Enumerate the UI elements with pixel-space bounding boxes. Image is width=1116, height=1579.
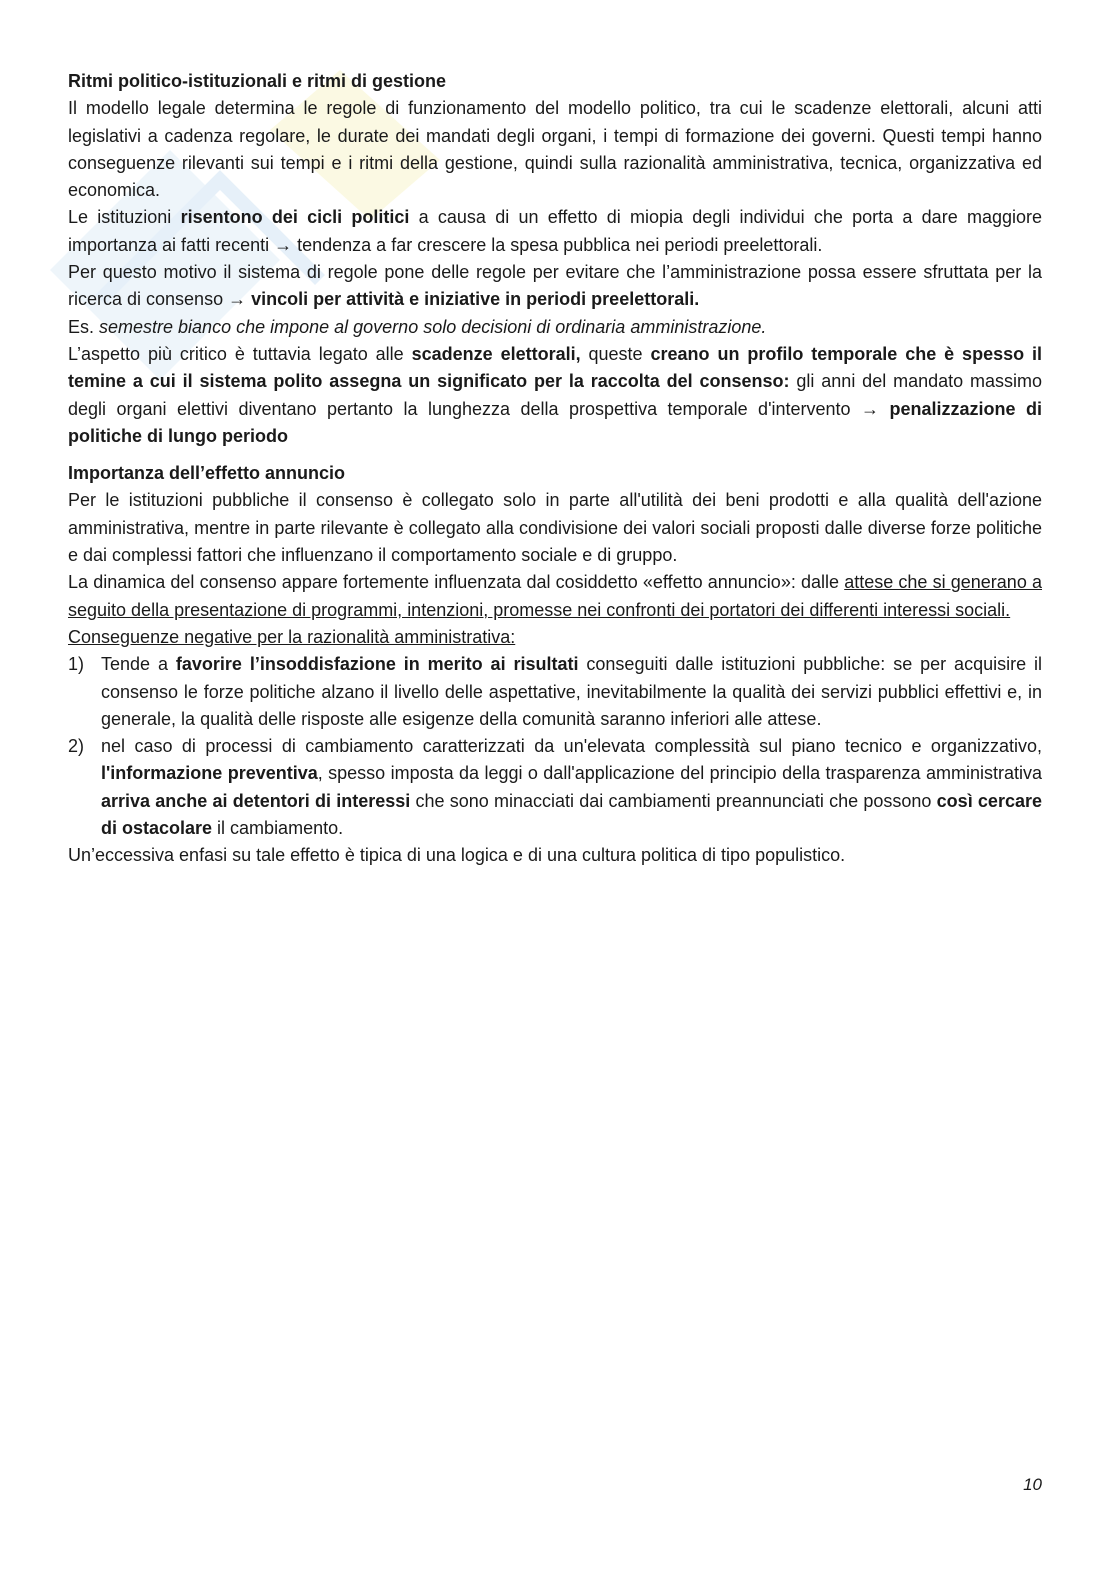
paragraph: Per questo motivo il sistema di regole pone delle regole per evitare che l’amministrazione possa essere sfruttata per la ricerca di consenso → vincoli per attività e iniziative in periodi preelettorali. [68,262,1042,310]
example-paragraph: Es. semestre bianco che impone al governo solo decisioni di ordinaria amministrazione. [68,316,767,337]
arrow-icon: → [228,289,247,310]
section-title-effetto-annuncio: Importanza dell’effetto annuncio [68,463,346,484]
document-page [68,68,1042,870]
list-item: 2) nel caso di processi di cambiamento caratterizzati da un'elevata complessità sul piano tecnico e organizzativo, l'informazione preventiva, spesso imposta da leggi o dall'applicazione del principio della trasparenza amministrativa arriva anche ai detentori di interessi che sono minacciati dai cambiamenti preannunciati che possono così cercare di ostacolare il cambiamento. [68,733,1042,842]
arrow-icon: → [274,234,293,255]
list-item: 1) Tende a favorire l’insoddisfazione in merito ai risultati conseguiti dalle istituzioni pubbliche: se per acquisire il consenso le forze politiche alzano il livello delle aspettative, inevitabilmente la qualità dei servizi pubblici effettivi e, in generale, la qualità delle risposte alle esigenze della comunità saranno inferiori alle attese. [68,651,1042,733]
list-number: 1) [68,654,85,675]
paragraph: Le istituzioni risentono dei cicli politici a causa di un effetto di miopia degli individui che porta a dare maggiore importanza ai fatti recenti → tendenza a far crescere la spesa pubblica nei periodi preelettorali. [68,207,1043,255]
list-number: 2) [68,736,85,757]
negative-consequences-heading: Conseguenze negative per la razionalità amministrativa: [68,626,516,647]
paragraph: Un’eccessiva enfasi su tale effetto è tipica di una logica e di una cultura politica di tipo populistico. [68,845,846,866]
paragraph: Il modello legale determina le regole di funzionamento del modello politico, tra cui le scadenze elettorali, alcuni atti legislativi a cadenza regolare, le durate dei mandati degli organi, i tempi di formazione dei governi. Questi tempi hanno conseguenze rilevanti sui tempi e i ritmi della gestione, quindi sulla razionalità amministrativa, tecnica, organizzativa ed economica. [68,98,1042,201]
arrow-icon: → [861,398,880,419]
page-number: 10 [1023,1475,1042,1494]
paragraph: L’aspetto più critico è tuttavia legato alle scadenze elettorali, queste creano un profilo temporale che è spesso il temine a cui il sistema polito assegna un significato per la raccolta del consenso: gli anni del mandato massimo degli organi elettivi diventano pertanto la lunghezza della prospettiva temporale d'intervento → penalizzazione di politiche di lungo periodo [68,343,1043,446]
paragraph: Per le istituzioni pubbliche il consenso è collegato solo in parte all'utilità dei beni prodotti e alla qualità dell'azione amministrativa, mentre in parte rilevante è collegato alla condivisione dei valori sociali proposti dalle diverse forze politiche e dai complessi fattori che influenzano il comportamento sociale e di gruppo. [68,490,1042,566]
paragraph: La dinamica del consenso appare fortemente influenzata dal cosiddetto «effetto annuncio»: dalle attese che si generano a seguito della presentazione di programmi, intenzioni, promesse nei confronti dei portatori dei differenti interessi sociali. [68,572,1043,620]
consequences-list [68,651,1042,842]
section-title-ritmi: Ritmi politico-istituzionali e ritmi di gestione [68,71,447,91]
